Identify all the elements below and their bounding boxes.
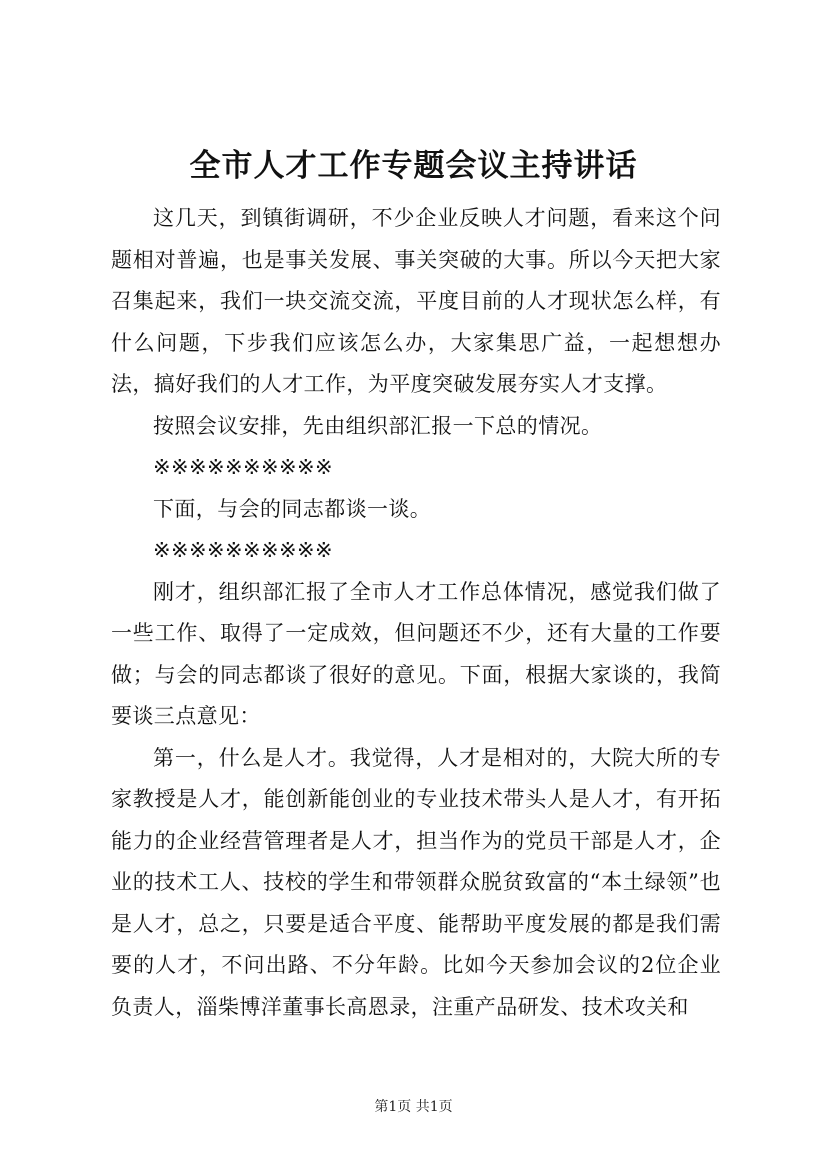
paragraph-intro: 这几天，到镇街调研，不少企业反映人才问题，看来这个问题相对普遍，也是事关发展、事关突破的大事。所以今天把大家召集起来，我们一块交流交流，平度目前的人才现状怎么样，有什么问题，下步我们应该怎么办，大家集思广益，一起想想办法，搞好我们的人才工作，为平度突破发展夯实人才支撑。 <box>111 206 721 396</box>
paragraph-summary: 刚才，组织部汇报了全市人才工作总体情况，感觉我们做了一些工作、取得了一定成效，但问题还不少，还有大量的工作要做；与会的同志都谈了很好的意见。下面，根据大家谈的，我简要谈三点意见： <box>111 579 721 728</box>
document-title: 全市人才工作专题会议主持讲话 <box>189 148 638 184</box>
placeholder-marks: ※※※※※※※※※※ <box>153 455 333 479</box>
page-number-footer: 第1页 共1页 <box>374 1099 453 1115</box>
placeholder-marks: ※※※※※※※※※※ <box>153 538 333 562</box>
document-body <box>111 198 721 1028</box>
paragraph-point-one: 第一，什么是人才。我觉得，人才是相对的，大院大所的专家教授是人才，能创新能创业的专业技术带头人是人才，有开拓能力的企业经营管理者是人才，担当作为的党员干部是人才，企业的技术工人、技校的学生和带领群众脱贫致富的“本土绿领”也是人才，总之，只要是适合平度、能帮助平度发展的都是我们需要的人才，不问出路、不分年龄。比如今天参加会议的2位企业负责人，淄柴博洋董事长高恩录，注重产品研发、技术攻关和 <box>111 745 721 1019</box>
paragraph-agenda: 按照会议安排，先由组织部汇报一下总的情况。 <box>153 413 603 438</box>
paragraph-discussion: 下面，与会的同志都谈一谈。 <box>153 496 432 521</box>
